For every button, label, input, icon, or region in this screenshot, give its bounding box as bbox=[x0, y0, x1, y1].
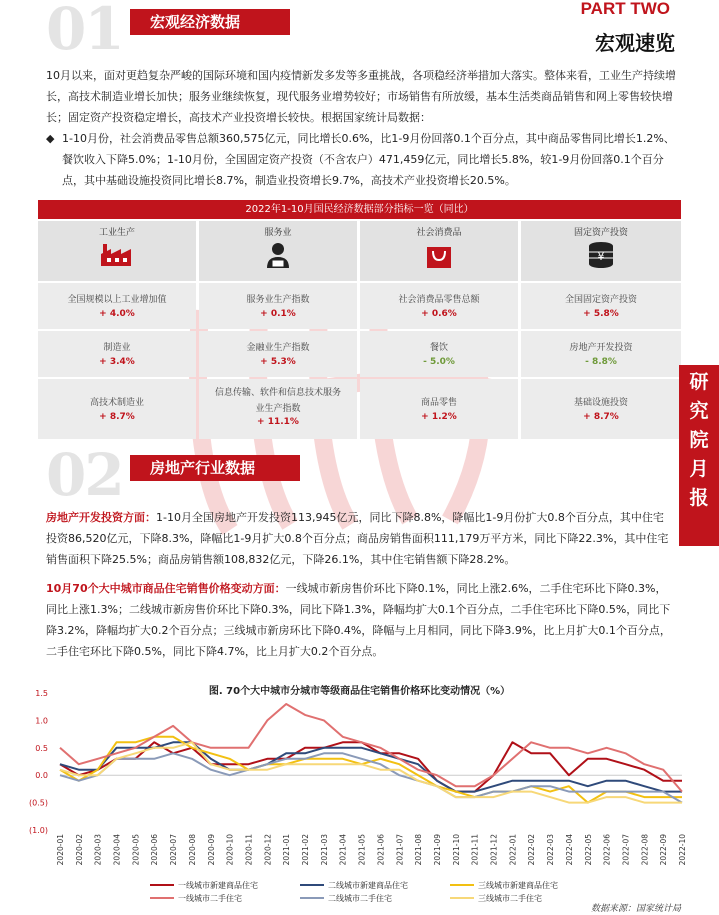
x-tick-label: 2020-03 bbox=[93, 834, 103, 866]
x-tick-label: 2020-04 bbox=[112, 834, 122, 866]
cell-label: 基础设施投资 bbox=[573, 398, 628, 408]
bullet-text: 1-10月份，社会消费品零售总额360,575亿元，同比增长0.6%，比1-9月份回落0.1个百分点，其中商品零售同比增长1.2%、餐饮收入下降5.0%；1-10月份，全国固定资产投资（不含农户）471,459亿元，同比增长5.8%，较1-9月份回落0.1个百分点，其中基础设施投资同比增长8.7%，制造业投资增长9.7%，高技术产业投资增长20.5%。 bbox=[62, 132, 675, 187]
bullet-item bbox=[46, 128, 682, 191]
cell-label: 餐饮 bbox=[429, 343, 448, 353]
cell-value: + 3.4% bbox=[99, 357, 135, 367]
chart-source: 数据来源：国家统计局 bbox=[590, 904, 681, 914]
cell-value: + 0.1% bbox=[260, 309, 296, 319]
cell-label: 商品零售 bbox=[420, 398, 457, 408]
x-tick-label: 2022-06 bbox=[602, 834, 612, 866]
legend-label: 二线城市新建商品住宅 bbox=[328, 881, 408, 890]
side-label-char: 研 bbox=[689, 371, 709, 393]
table-cell bbox=[360, 331, 518, 377]
cell-value: + 11.1% bbox=[257, 417, 299, 427]
legend-label: 三线城市二手住宅 bbox=[478, 894, 542, 903]
side-label-char: 月 bbox=[689, 458, 709, 480]
x-tick-label: 2020-10 bbox=[225, 834, 235, 866]
cell-label: 服务业生产指数 bbox=[246, 295, 310, 305]
x-tick-label: 2021-09 bbox=[432, 834, 442, 866]
chart-title: 图. 70个大中城市分城市等级商品住宅销售价格环比变动情况（%） bbox=[208, 686, 511, 697]
table-cell bbox=[521, 379, 681, 439]
x-tick-label: 2021-03 bbox=[319, 834, 329, 866]
column-header-label: 固定资产投资 bbox=[573, 228, 628, 238]
side-label-char: 究 bbox=[689, 400, 709, 422]
price-paragraph bbox=[46, 578, 674, 662]
y-tick-label: (0.5) bbox=[29, 798, 48, 808]
column-header bbox=[199, 221, 357, 281]
x-tick-label: 2020-09 bbox=[206, 834, 216, 866]
x-tick-label: 2022-10 bbox=[678, 834, 687, 866]
x-tick-label: 2022-02 bbox=[527, 834, 537, 866]
x-tick-label: 2021-05 bbox=[357, 834, 367, 866]
x-tick-label: 2020-01 bbox=[56, 834, 65, 866]
table-cell bbox=[521, 283, 681, 329]
cell-value: + 4.0% bbox=[99, 309, 135, 319]
x-tick-label: 2022-01 bbox=[508, 834, 518, 866]
column-header-label: 工业生产 bbox=[98, 228, 135, 238]
table-cell bbox=[360, 379, 518, 439]
x-tick-label: 2020-11 bbox=[244, 834, 254, 866]
page-subtitle: 宏观速览 bbox=[595, 31, 675, 55]
cell-value: - 8.8% bbox=[585, 357, 617, 367]
y-tick-label: 1.0 bbox=[35, 716, 48, 726]
price-keyword: 10月70个大中城市商品住宅销售价格变动方面： bbox=[46, 582, 286, 595]
cell-value: + 1.2% bbox=[421, 412, 457, 422]
table-cell bbox=[38, 379, 196, 439]
legend-label: 一线城市二手住宅 bbox=[178, 894, 242, 903]
x-tick-label: 2022-05 bbox=[583, 834, 593, 866]
x-tick-label: 2022-08 bbox=[640, 834, 650, 866]
x-tick-label: 2021-07 bbox=[395, 834, 405, 866]
cell-label: 全国规模以上工业增加值 bbox=[67, 295, 167, 305]
y-tick-label: 0.0 bbox=[35, 771, 48, 781]
column-header bbox=[360, 221, 518, 281]
x-tick-label: 2020-07 bbox=[169, 834, 179, 866]
x-tick-label: 2022-07 bbox=[621, 834, 631, 866]
x-tick-label: 2022-09 bbox=[659, 834, 669, 866]
y-tick-label: 0.5 bbox=[35, 743, 48, 753]
x-tick-label: 2020-02 bbox=[74, 834, 84, 866]
factory-icon bbox=[99, 240, 135, 268]
table-title: 2022年1-10月国民经济数据部分指标一览（同比） bbox=[38, 200, 681, 219]
cell-label: 社会消费品零售总额 bbox=[398, 295, 480, 305]
x-tick-label: 2021-10 bbox=[451, 834, 461, 866]
table-cell bbox=[38, 283, 196, 329]
x-tick-label: 2021-01 bbox=[282, 834, 292, 866]
column-header-label: 服务业 bbox=[264, 228, 292, 238]
investment-paragraph bbox=[46, 507, 674, 570]
cell-label: 制造业 bbox=[103, 343, 131, 353]
section1-title: 宏观经济数据 bbox=[130, 9, 290, 35]
investment-text: 1-10月全国房地产开发投资113,945亿元，同比下降8.8%，降幅比1-9月份扩大0.8个百分点，其中住宅投资86,520亿元，下降8.3%，降幅比1-9月扩大0.8个百分点；商品房销售面积111,179万平方米，同比下降22.3%，其中住宅销售面积下降25.5%；商品房销售额108,832亿元，下降26.1%，其中住宅销售额下降28.2%。 bbox=[46, 511, 669, 566]
section2-title: 房地产行业数据 bbox=[130, 455, 300, 481]
worker-icon bbox=[263, 240, 293, 270]
x-tick-label: 2020-05 bbox=[131, 834, 141, 866]
table-cell bbox=[521, 331, 681, 377]
indicator-table bbox=[38, 200, 681, 438]
y-tick-label: (1.0) bbox=[29, 826, 48, 835]
cell-value: + 5.3% bbox=[260, 357, 296, 367]
svg-text:¥: ¥ bbox=[597, 250, 605, 263]
legend-label: 二线城市二手住宅 bbox=[328, 894, 392, 903]
column-header bbox=[521, 221, 681, 281]
x-tick-label: 2021-08 bbox=[414, 834, 424, 866]
y-tick-label: 1.5 bbox=[35, 690, 48, 698]
side-label-char: 报 bbox=[689, 487, 709, 509]
table-cell bbox=[199, 331, 357, 377]
table-cell bbox=[360, 283, 518, 329]
cell-value: + 0.6% bbox=[421, 309, 457, 319]
intro-block bbox=[46, 65, 682, 191]
x-tick-label: 2021-11 bbox=[470, 834, 480, 866]
cell-label: 信息传输、软件和信息技术服务业生产指数 bbox=[215, 388, 342, 414]
column-header-label: 社会消费品 bbox=[416, 228, 462, 238]
price-text: 一线城市新房售价环比下降0.1%，同比上涨2.6%，二手住宅环比下降0.3%，同比上涨1.3%；二线城市新房售价环比下降0.3%，同比下降1.3%，降幅均扩大0.1个百分点，二手住宅环比下降0.5%，同比下降3.2%，降幅均扩大0.2个百分点；三线城市新房环比下降0.4%，降幅与上月相同，同比下降3.9%，比上月扩大0.1个百分点，二手住宅环比下降0.5%，同比下降4.7%，比上月扩大0.2个百分点。 bbox=[46, 582, 671, 658]
shopping-bag-icon bbox=[424, 240, 454, 270]
table-cell bbox=[199, 283, 357, 329]
intro-paragraph: 10月以来，面对更趋复杂严峻的国际环境和国内疫情新发多发等多重挑战，各项稳经济举措加大落实。整体来看，工业生产持续增长，高技术制造业增长加快；服务业继续恢复，现代服务业增势较好；市场销售有所放缓，基本生活类商品销售和网上零售较快增长；固定资产投资稳定增长，高技术产业投资增长较快。根据国家统计局数据： bbox=[46, 69, 676, 124]
x-tick-label: 2021-02 bbox=[301, 834, 311, 866]
cell-value: - 5.0% bbox=[423, 357, 455, 367]
investment-keyword: 房地产开发投资方面： bbox=[46, 511, 156, 524]
cell-value: + 8.7% bbox=[583, 412, 619, 422]
part-label: PART TWO bbox=[580, 0, 670, 18]
cell-label: 高技术制造业 bbox=[89, 398, 144, 408]
x-tick-label: 2020-06 bbox=[150, 834, 160, 866]
cell-value: + 5.8% bbox=[583, 309, 619, 319]
cell-value: + 8.7% bbox=[99, 412, 135, 422]
x-tick-label: 2020-12 bbox=[263, 834, 273, 866]
cell-label: 全国固定资产投资 bbox=[564, 295, 637, 305]
cell-label: 房地产开发投资 bbox=[569, 343, 633, 353]
section2-number: 02 bbox=[46, 441, 123, 509]
side-label bbox=[679, 365, 719, 546]
section1-number: 01 bbox=[46, 0, 123, 63]
cell-label: 金融业生产指数 bbox=[246, 343, 310, 353]
series-line bbox=[60, 753, 682, 802]
x-tick-label: 2021-06 bbox=[376, 834, 386, 866]
legend-label: 三线城市新建商品住宅 bbox=[478, 881, 558, 890]
diamond-bullet-icon: ◆ bbox=[46, 132, 55, 145]
x-tick-label: 2022-04 bbox=[564, 834, 574, 866]
x-tick-label: 2022-03 bbox=[546, 834, 556, 866]
table-cell bbox=[38, 331, 196, 377]
x-tick-label: 2021-04 bbox=[338, 834, 348, 866]
side-label-char: 院 bbox=[689, 429, 709, 451]
coins-icon bbox=[586, 240, 616, 270]
line-chart bbox=[0, 690, 719, 915]
x-tick-label: 2020-08 bbox=[187, 834, 197, 866]
column-header bbox=[38, 221, 196, 281]
table-cell bbox=[199, 379, 357, 439]
x-tick-label: 2021-12 bbox=[489, 834, 499, 866]
legend-label: 一线城市新建商品住宅 bbox=[178, 881, 258, 890]
section2-body bbox=[46, 507, 674, 662]
